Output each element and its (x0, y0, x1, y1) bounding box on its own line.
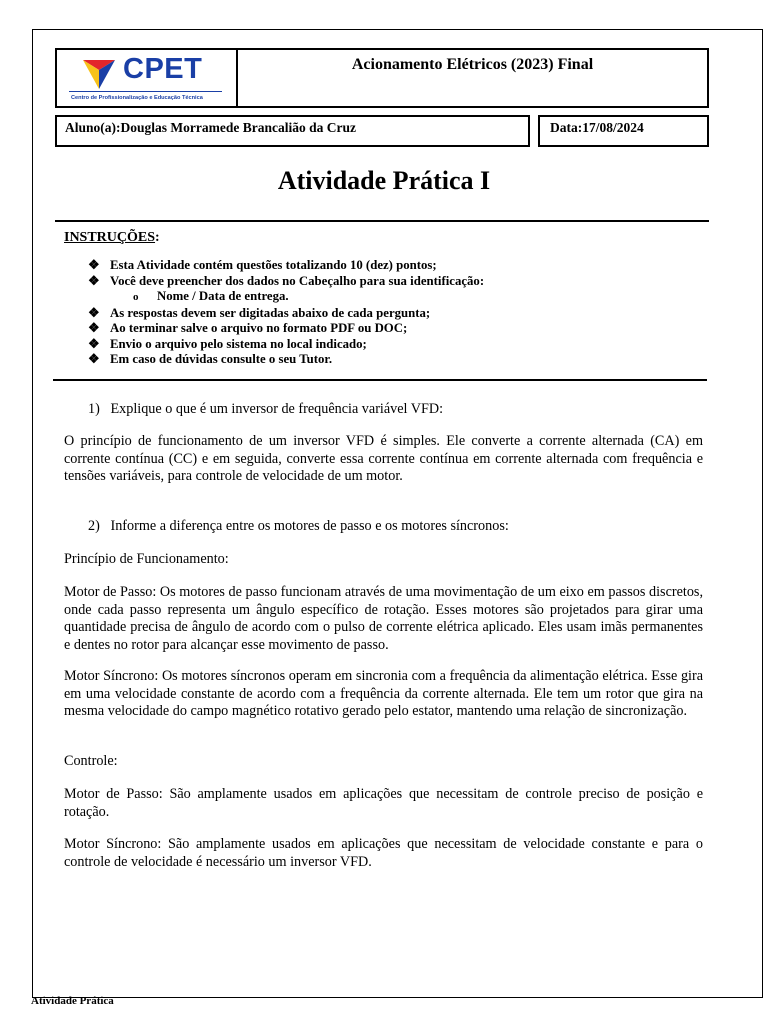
logo (57, 50, 238, 106)
diamond-bullet-icon: ❖ (88, 305, 100, 320)
date-label: Data: (550, 120, 583, 135)
logo-divider (69, 91, 222, 92)
date-field (538, 115, 709, 147)
question-2: 2) Informe a diferença entre os motores de passo e os motores síncronos: (88, 518, 509, 534)
page-title: Atividade Prática I (277, 166, 491, 195)
list-item: ❖ Ao terminar salve o arquivo no formato PDF ou DOC; (88, 321, 408, 335)
diamond-bullet-icon: ❖ (88, 258, 100, 272)
list-item: ❖ Você deve preencher dos dados no Cabeçalho para sua identificação: (88, 273, 485, 288)
list-item: ❖ Esta Atividade contém questões totalizando 10 (dez) pontos; (88, 258, 437, 272)
diamond-bullet-icon: ❖ (88, 336, 100, 351)
logo-subtitle: Centro de Profissionalização e Educação Técnica (71, 95, 203, 101)
divider-bottom (53, 379, 707, 381)
answer-2-stepper-control: Motor de Passo: São amplamente usados em aplicações que necessitam de controle preciso de posição e rotação. (64, 786, 703, 820)
list-item: ❖ Envio o arquivo pelo sistema no local indicado; (88, 336, 367, 351)
question-1: 1) Explique o que é um inversor de frequência variável VFD: (88, 401, 444, 417)
list-item: ❖ Em caso de dúvidas consulte o seu Tutor. (88, 352, 333, 366)
instructions-list (88, 258, 484, 368)
diamond-bullet-icon: ❖ (88, 321, 100, 335)
answer-1: O princípio de funcionamento de um inversor VFD é simples. Ele converte a corrente alternada (CA) em corrente contínua (CC) e em seguida, converte essa corrente contínua em corrente alternada com frequência e tensões variáveis, para controle de velocidade de um motor. (64, 433, 703, 484)
answer-2-synchronous-principle: Motor Síncrono: Os motores síncronos operam em sincronia com a frequência da alimentação elétrica. Esse gira em uma velocidade constante de acordo com a frequência da corrente alternada. Ele tem um rotor que gira na mesma velocidade do campo magnético rotativo gerado pelo estator, mantendo uma relação de sincronização. (64, 668, 703, 719)
cpet-logo-icon (81, 56, 117, 90)
date-value: 17/08/2024 (582, 120, 644, 135)
student-name: Douglas Morramede Brancalião da Cruz (120, 120, 356, 135)
list-sub-item: o Nome / Data de entrega. (88, 289, 484, 306)
divider-top (55, 220, 709, 222)
logo-wordmark: CPET (123, 53, 203, 85)
answer-2-stepper-principle: Motor de Passo: Os motores de passo funcionam através de uma movimentação de um eixo em passos discretos, onde cada passo representa um ângulo específico de rotação. Esses motores são projetados para girar uma quantidade precisa de ângulo de acordo com o pulso de corrente elétrica aplicado. Eles usam imãs permanentes e dentes no rotor para alcançar esse movimento de passo. (64, 584, 703, 653)
answer-2-synchronous-control: Motor Síncrono: São amplamente usados em aplicações que necessitam de velocidade constante e para o controle de velocidade é necessário um inversor VFD. (64, 836, 703, 870)
answer-2-heading-principle: Princípio de Funcionamento: (64, 551, 229, 567)
student-field (55, 115, 530, 147)
diamond-bullet-icon: ❖ (88, 352, 100, 366)
header-table (55, 48, 709, 108)
list-item: ❖ As respostas devem ser digitadas abaixo de cada pergunta; (88, 305, 431, 320)
course-title: Acionamento Elétricos (2023) Final (351, 56, 594, 73)
diamond-bullet-icon: ❖ (88, 273, 100, 288)
answer-2-heading-control: Controle: (64, 753, 118, 769)
instructions-heading: INSTRUÇÕES: (64, 230, 160, 245)
page-footer: Atividade Prática (31, 995, 114, 1007)
circle-bullet-icon: o (133, 291, 139, 303)
student-label: Aluno(a): (65, 120, 121, 135)
